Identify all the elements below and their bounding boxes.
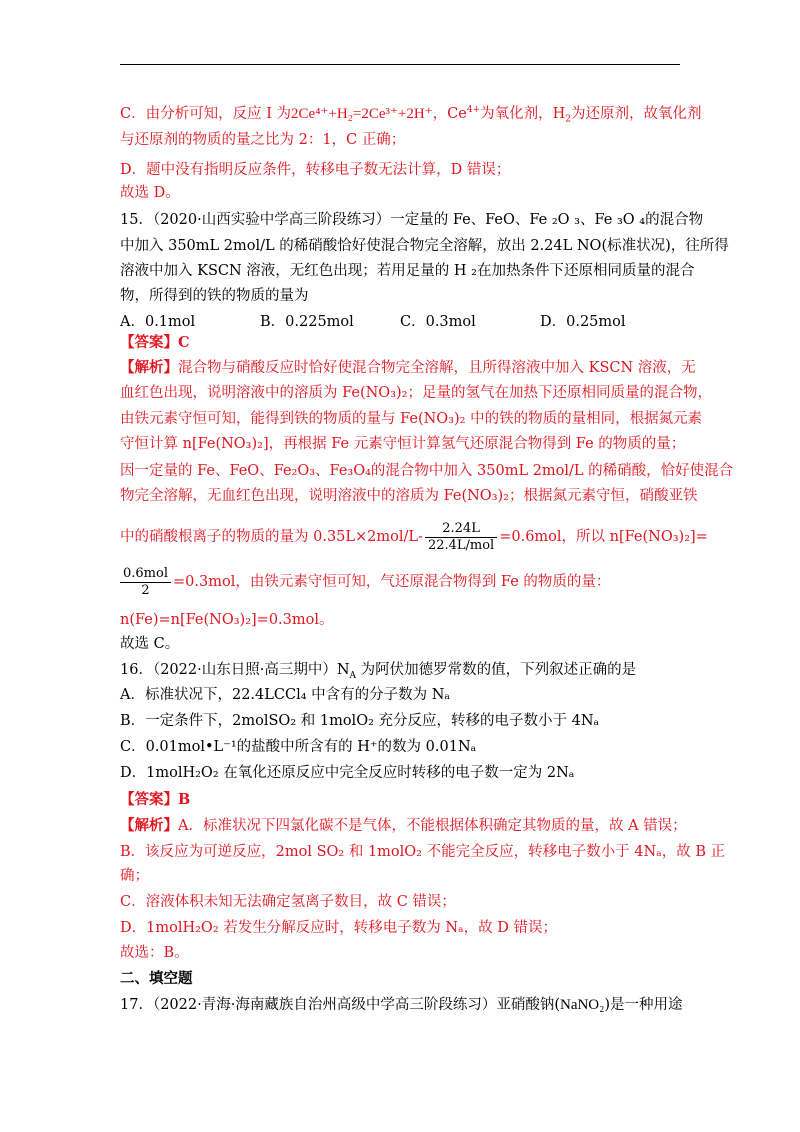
h-subscript: 2 (565, 114, 571, 125)
q16-stem-text: 16．（2022·山东日照·高三期中）N (120, 662, 350, 678)
q16-option-b: B．一定条件下，2molSO₂ 和 1molO₂ 充分反应，转移的电子数小于 4Nₐ (120, 713, 600, 729)
fraction-denominator: 2 (141, 582, 150, 598)
q15-stem-line4: 物，所得到的铁的物质的量为 (120, 288, 309, 304)
q16-stem (120, 660, 636, 686)
q16-option-d: D．1molH₂O₂ 在氧化还原反应中完全反应时转移的电子数一定为 2Nₐ (120, 765, 575, 781)
q17-stem-text: )是一种用途 (604, 997, 683, 1013)
q16-option-c: C．0.01mol•L⁻¹的盐酸中所含有的 H⁺的数为 0.01Nₐ (120, 739, 477, 755)
analysis-text: 混合物与硝酸反应时恰好使混合物完全溶解，且所得溶液中加入 KSCN 溶液，无 (178, 360, 696, 376)
q15-stem-line1: 15．（2020·山西实验中学高三阶段练习）一定量的 Fe、FeO、Fe ₂O ₃、Fe ₃O ₄的混合物 (120, 212, 704, 228)
c-line-text: ，Ce (432, 105, 467, 122)
header-rule (120, 64, 680, 65)
c-analysis-line-2: 与还原剂的物质的量之比为 2：1，C 正确； (120, 132, 406, 148)
q15-analysis-line9: n(Fe)=n[Fe(NO₃)₂]=0.3mol。 (120, 612, 334, 628)
q15-stem-line3: 溶液中加入 KSCN 溶液，无红色出现；若用足量的 H ₂在加热条件下还原相同质量的混合 (120, 263, 695, 279)
q15-analysis-line3: 由铁元素守恒可知，能得到铁的物质的量与 Fe(NO₃)₂ 中的铁的物质的量相同，根据氮元素 (120, 411, 703, 427)
c-line-prefix: C．由分析可知，反应 I 为 (120, 105, 292, 122)
q16-stem-text: 为阿伏加德罗常数的值，下列叙述正确的是 (356, 662, 637, 678)
analysis-text: =0.6mol，所以 n[Fe(NO₃)₂]= (499, 529, 708, 545)
q15-analysis-line2: 血红色出现，说明溶液中的溶质为 Fe(NO₃)₂；足量的氢气在加热下还原相同质量的混合物， (120, 385, 712, 401)
analysis-text: A．标准状况下四氯化碳不是气体，不能根据体积确定其物质的量，故 A 错误； (178, 818, 687, 834)
na-subscript: A (349, 670, 357, 681)
q15-option-c: C．0.3mol (400, 314, 476, 330)
fraction-no-moles (425, 521, 497, 554)
fraction-numerator: 0.6mol (120, 566, 171, 583)
analysis-tag: 【解析】 (120, 359, 178, 376)
q16-choose: 故选：B。 (120, 945, 189, 961)
c-line-text: 为氧化剂，H (480, 105, 566, 122)
q15-option-b: B．0.225mol (260, 314, 354, 330)
c-line-text: 为还原剂，故氧化剂 (570, 105, 702, 122)
d-analysis-line: D．题中没有指明反应条件，转移电子数无法计算，D 错误； (120, 162, 511, 178)
q16-analysis-line1 (120, 816, 687, 836)
q15-choose: 故选 C。 (120, 636, 180, 652)
section-heading: 二、填空题 (120, 970, 193, 987)
choose-d: 故选 D。 (120, 185, 180, 201)
analysis-tag: 【解析】 (120, 817, 178, 834)
fraction-numerator: 2.24L (425, 521, 497, 538)
q16-analysis-line4: C．溶液体积未知无法确定氢离子数目，故 C 错误； (120, 894, 456, 910)
q16-answer: 【答案】B (120, 791, 191, 808)
q15-answer: 【答案】C (120, 334, 190, 351)
q17-stem (120, 995, 683, 1015)
q16-analysis-line5: D．1molH₂O₂ 若发生分解反应时，转移电子数为 Nₐ，故 D 错误； (120, 920, 557, 936)
q16-analysis-line2: B．该反应为可逆反应，2mol SO₂ 和 1molO₂ 不能完全反应，转移电子数小于 4Nₐ，故 B 正 (120, 844, 726, 860)
sodium-nitrite-formula: NaNO₂ (559, 997, 605, 1013)
q16-analysis-line3: 确； (120, 868, 149, 884)
q17-stem-text: 17．（2022·青海·海南藏族自治州高级中学高三阶段练习）亚硝酸钠( (120, 997, 560, 1013)
q15-analysis-line4: 守恒计算 n[Fe(NO₃)₂]，再根据 Fe 元素守恒计算氢气还原混合物得到 Fe 的物质的量； (120, 436, 686, 452)
q15-analysis-line8 (120, 565, 610, 599)
ce-charge: 4+ (466, 105, 481, 115)
q15-option-d: D．0.25mol (540, 314, 626, 330)
reaction-equation: 2Ce⁴⁺+H₂=2Ce³⁺+2H⁺ (291, 105, 433, 122)
analysis-text: 中的硝酸根离子的物质的量为 0.35L×2mol/L- (120, 529, 423, 545)
fraction-denominator: 22.4L/mol (427, 537, 495, 553)
q15-analysis-line7 (120, 520, 708, 554)
q15-option-a: A．0.1mol (120, 314, 196, 330)
q15-analysis-line6: 物完全溶解，无血红色出现，说明溶液中的溶质为 Fe(NO₃)₂；根据氮元素守恒，硝酸亚铁 (120, 488, 698, 504)
analysis-text: =0.3mol，由铁元素守恒可知，气还原混合物得到 Fe 的物质的量： (173, 574, 611, 590)
q15-analysis-line5: 因一定量的 Fe、FeO、Fe₂O₃、Fe₃O₄的混合物中加入 350mL 2mol/L 的稀硝酸，恰好使混合 (120, 463, 734, 479)
q15-stem-line2: 中加入 350mL 2mol/L 的稀硝酸恰好使混合物完全溶解，放出 2.24L NO(标准状况)，往所得 (120, 238, 729, 254)
q16-option-a: A．标准状况下，22.4LCCl₄ 中含有的分子数为 Nₐ (120, 687, 451, 703)
c-analysis-line (120, 100, 701, 130)
fraction-fe-moles (120, 566, 171, 599)
q15-analysis-line1 (120, 358, 696, 378)
